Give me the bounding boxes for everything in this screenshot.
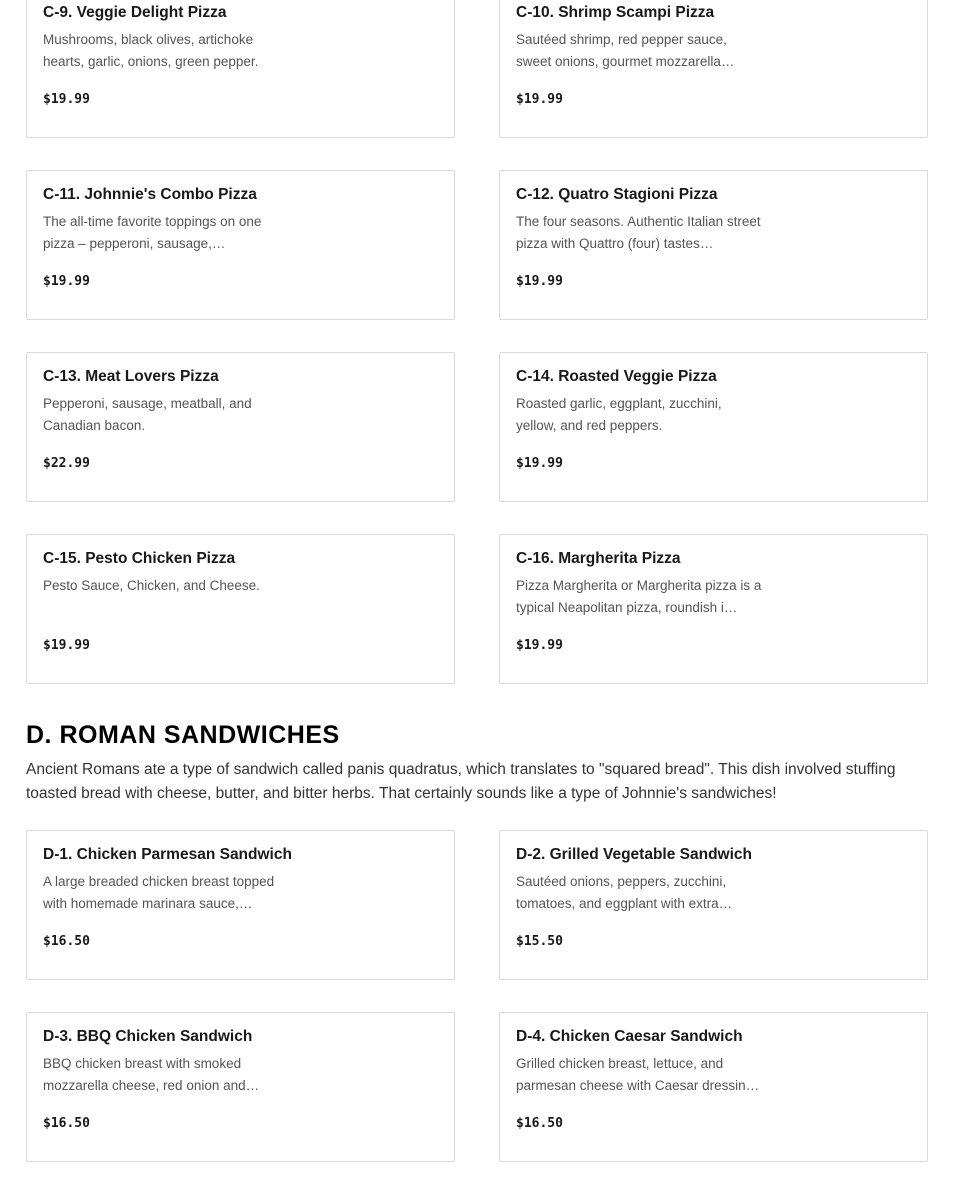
menu-item-card[interactable] <box>499 534 928 684</box>
item-price: $19.99 <box>516 92 563 107</box>
item-name: C-12. Quatro Stagioni Pizza <box>516 186 718 203</box>
section-d-header <box>26 720 946 806</box>
section-title: D. ROMAN SANDWICHES <box>26 721 340 749</box>
menu-item-card[interactable] <box>499 0 928 138</box>
item-name: C-14. Roasted Veggie Pizza <box>516 368 717 385</box>
item-description: The four seasons. Authentic Italian street pizza with Quattro (four) tastes… <box>516 214 761 251</box>
item-name: C-10. Shrimp Scampi Pizza <box>516 4 715 21</box>
item-name: C-15. Pesto Chicken Pizza <box>43 550 236 567</box>
menu-item-card[interactable] <box>26 830 455 980</box>
item-price: $19.99 <box>43 274 90 289</box>
menu-item-card[interactable] <box>499 1012 928 1162</box>
item-name: C-9. Veggie Delight Pizza <box>43 4 227 21</box>
item-price: $19.99 <box>43 92 90 107</box>
item-name: C-16. Margherita Pizza <box>516 550 681 567</box>
item-description: Sautéed onions, peppers, zucchini, tomatoes, and eggplant with extra… <box>516 874 733 911</box>
section-c-items-grid <box>26 0 928 684</box>
item-name: D-3. BBQ Chicken Sandwich <box>43 1028 253 1045</box>
item-description: BBQ chicken breast with smoked mozzarella cheese, red onion and… <box>43 1056 260 1093</box>
item-price: $16.50 <box>43 1116 90 1131</box>
item-description: Grilled chicken breast, lettuce, and parmesan cheese with Caesar dressin… <box>516 1056 760 1093</box>
item-name: D-1. Chicken Parmesan Sandwich <box>43 846 292 863</box>
item-price: $22.99 <box>43 456 90 471</box>
item-price: $19.99 <box>516 274 563 289</box>
item-price: $16.50 <box>516 1116 563 1131</box>
item-description: Pesto Sauce, Chicken, and Cheese. <box>43 578 260 593</box>
item-description: Mushrooms, black olives, artichoke hearts, garlic, onions, green pepper. <box>43 32 259 69</box>
item-price: $19.99 <box>516 456 563 471</box>
item-name: C-11. Johnnie's Combo Pizza <box>43 186 257 203</box>
item-description: Pepperoni, sausage, meatball, and Canadian bacon. <box>43 396 252 433</box>
item-name: C-13. Meat Lovers Pizza <box>43 368 219 385</box>
menu-item-card[interactable] <box>26 170 455 320</box>
item-price: $19.99 <box>516 638 563 653</box>
item-description: Roasted garlic, eggplant, zucchini, yellow, and red peppers. <box>516 396 722 433</box>
menu-item-card[interactable] <box>26 1012 455 1162</box>
item-name: D-2. Grilled Vegetable Sandwich <box>516 846 753 863</box>
section-description: Ancient Romans ate a type of sandwich called panis quadratus, which translates to "squared bread". This dish involved stuffing toasted bread with cheese, butter, and bitter herbs. That certainly sounds like a type of Johnnie's sandwiches! <box>26 761 896 802</box>
menu-item-card[interactable] <box>26 352 455 502</box>
menu-item-card[interactable] <box>499 830 928 980</box>
menu-item-card[interactable] <box>26 0 455 138</box>
item-description: The all-time favorite toppings on one pizza – pepperoni, sausage,… <box>43 214 262 251</box>
item-price: $19.99 <box>43 638 90 653</box>
item-price: $16.50 <box>43 934 90 949</box>
item-description: Pizza Margherita or Margherita pizza is a typical Neapolitan pizza, roundish i… <box>516 578 762 615</box>
menu-item-card[interactable] <box>499 352 928 502</box>
item-name: D-4. Chicken Caesar Sandwich <box>516 1028 743 1045</box>
section-d-items-grid <box>26 830 928 1162</box>
menu-item-card[interactable] <box>499 170 928 320</box>
item-description: Sautéed shrimp, red pepper sauce, sweet onions, gourmet mozzarella… <box>516 32 735 69</box>
menu-item-card[interactable] <box>26 534 455 684</box>
item-description: A large breaded chicken breast topped with homemade marinara sauce,… <box>43 874 275 911</box>
item-price: $15.50 <box>516 934 563 949</box>
